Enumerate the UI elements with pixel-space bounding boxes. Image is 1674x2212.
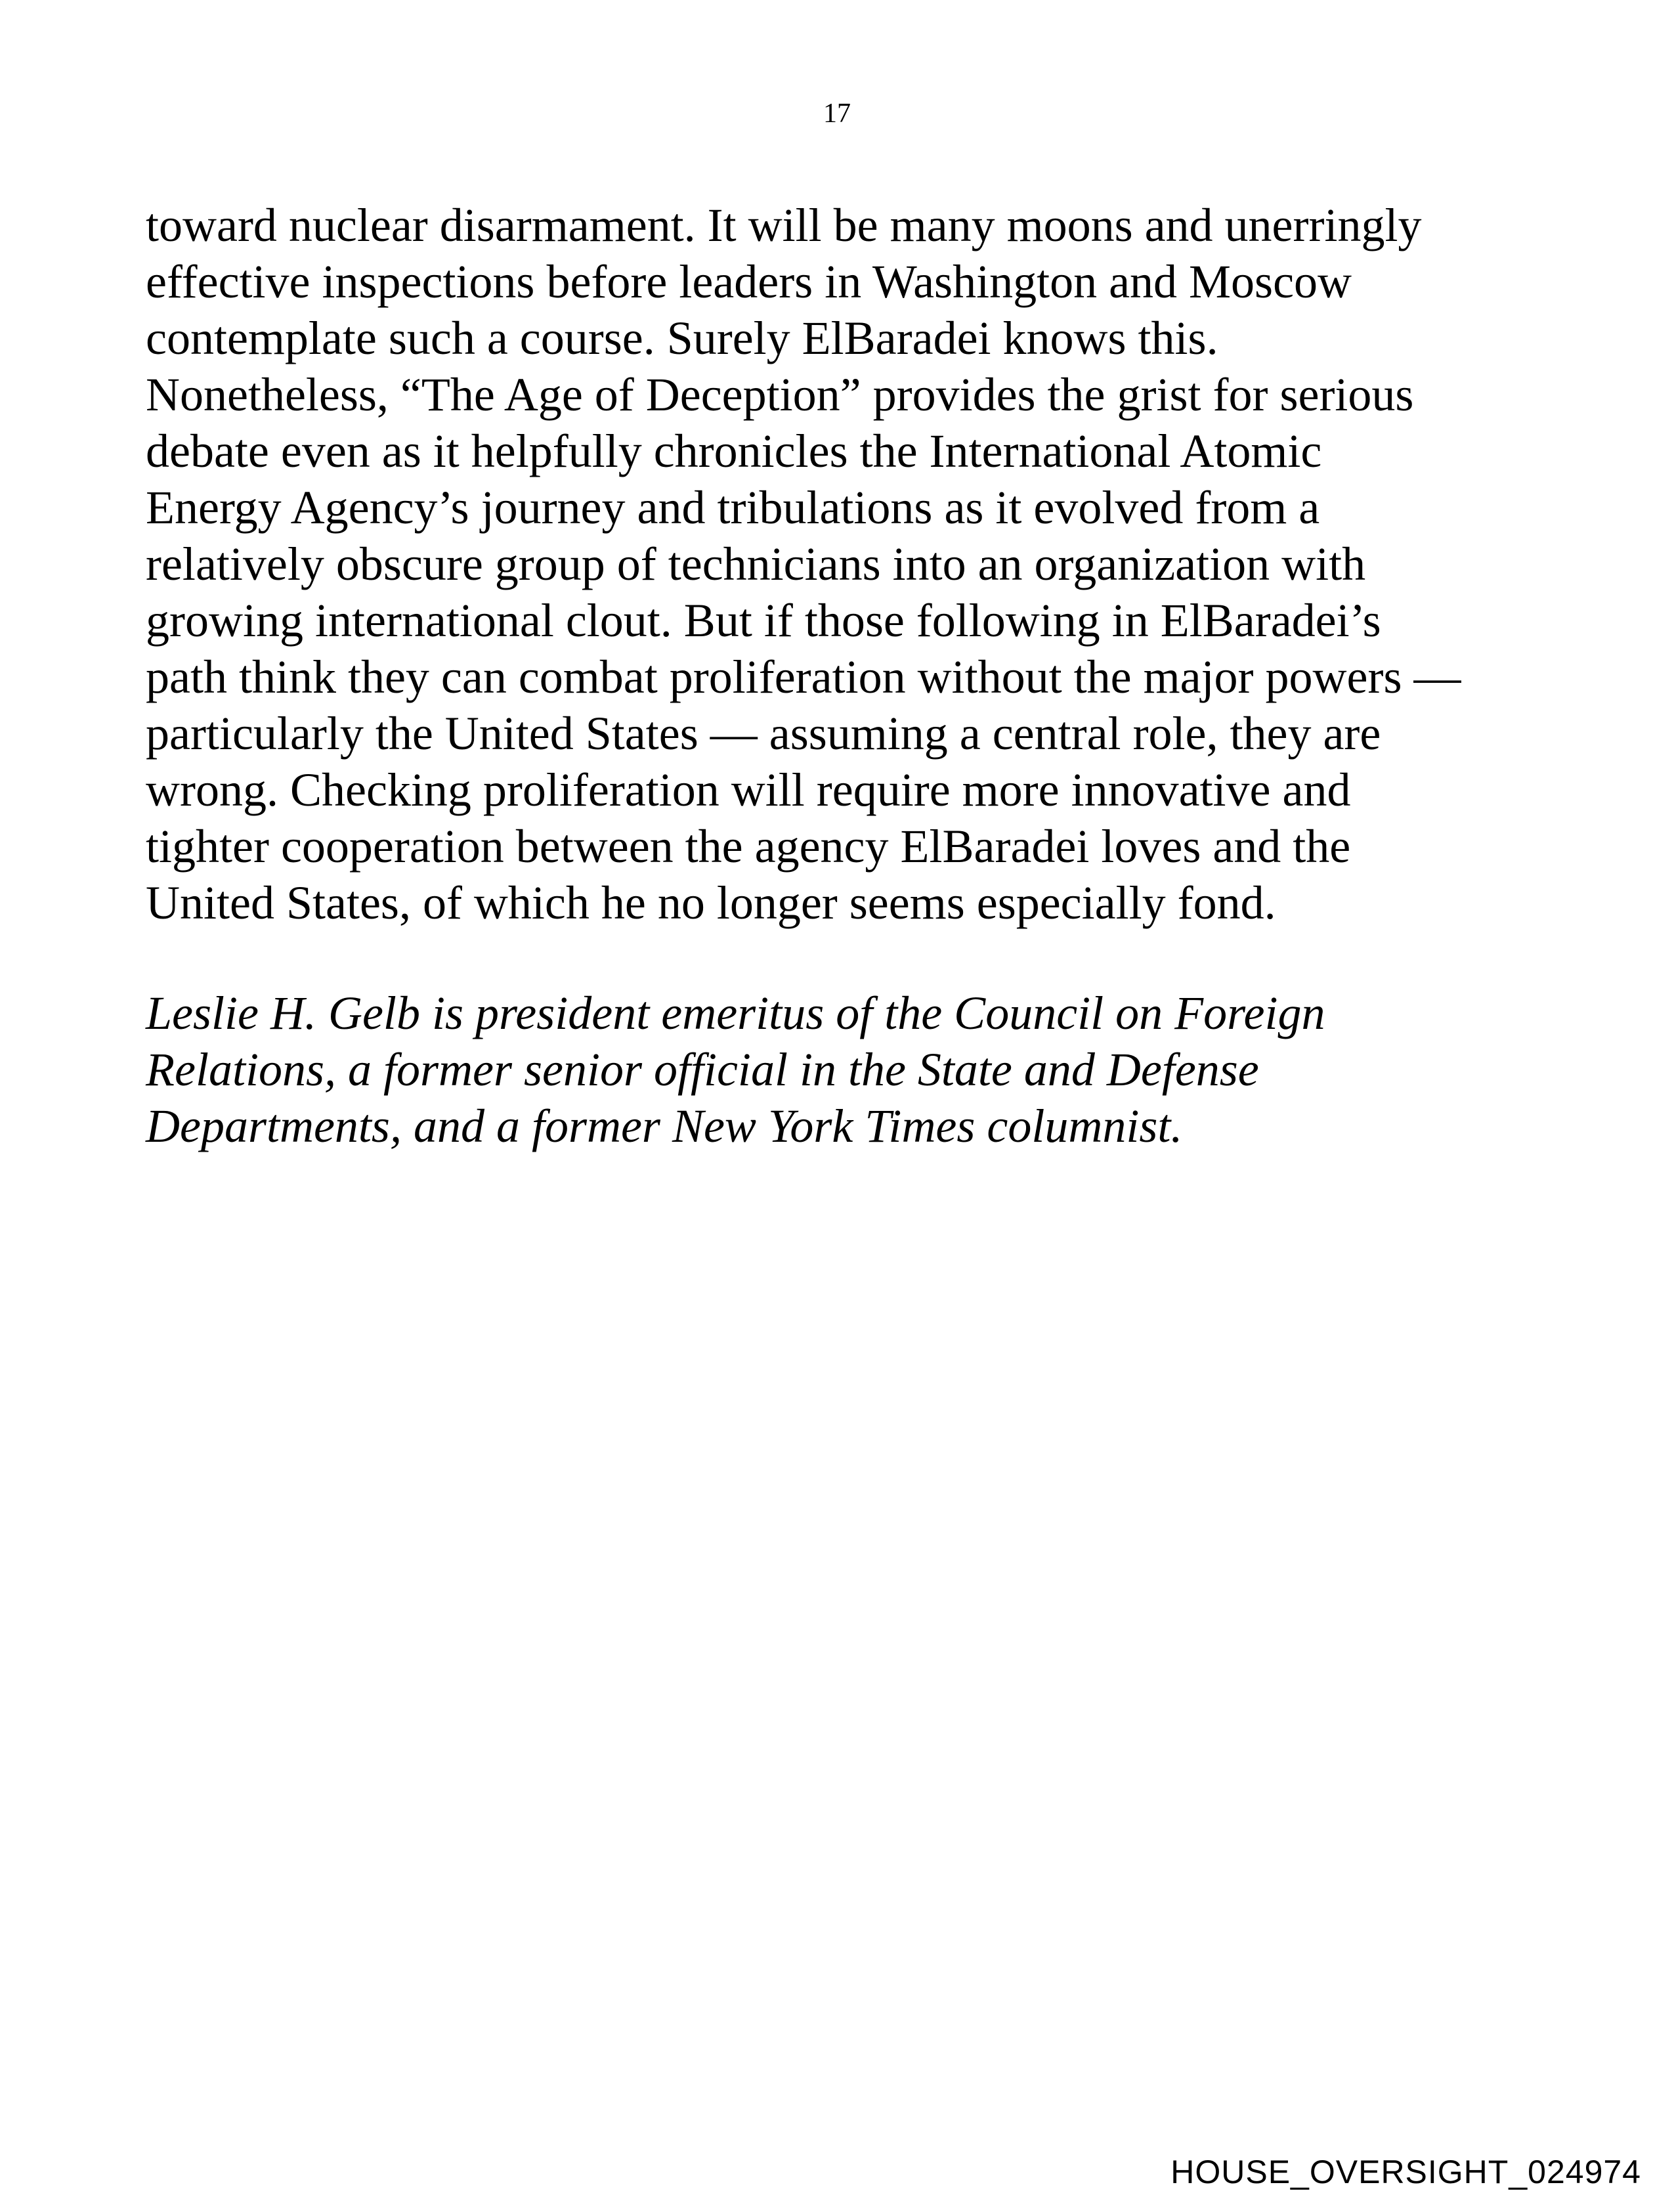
body-line: Energy Agency’s journey and tribulations as it evolved from a [146, 481, 1320, 534]
body-line: relatively obscure group of technicians into an organization with [146, 538, 1366, 590]
body-line: effective inspections before leaders in Washington and Moscow [146, 255, 1352, 308]
bio-line: Departments, and a former New York Times columnist. [146, 1100, 1183, 1152]
author-bio [146, 985, 1610, 1154]
body-line: particularly the United States — assuming a central role, they are [146, 707, 1381, 760]
body-line: path think they can combat proliferation without the major powers — [146, 651, 1461, 703]
body-line: United States, of which he no longer seems especially fond. [146, 877, 1276, 929]
bates-number: HOUSE_OVERSIGHT_024974 [1170, 2154, 1641, 2190]
body-line: wrong. Checking proliferation will require more innovative and [146, 764, 1351, 816]
body-line: tighter cooperation between the agency ElBaradei loves and the [146, 820, 1351, 873]
page-number: 17 [823, 98, 851, 129]
body-line: contemplate such a course. Surely ElBaradei knows this. [146, 312, 1218, 364]
body-line: toward nuclear disarmament. It will be many moons and unerringly [146, 199, 1422, 251]
body-paragraph [146, 197, 1610, 931]
body-line: debate even as it helpfully chronicles the International Atomic [146, 425, 1322, 477]
bio-line: Leslie H. Gelb is president emeritus of the Council on Foreign [146, 987, 1325, 1039]
body-line: growing international clout. But if those following in ElBaradei’s [146, 594, 1381, 647]
body-line: Nonetheless, “The Age of Deception” provides the grist for serious [146, 368, 1414, 421]
bio-line: Relations, a former senior official in the State and Defense [146, 1043, 1259, 1096]
